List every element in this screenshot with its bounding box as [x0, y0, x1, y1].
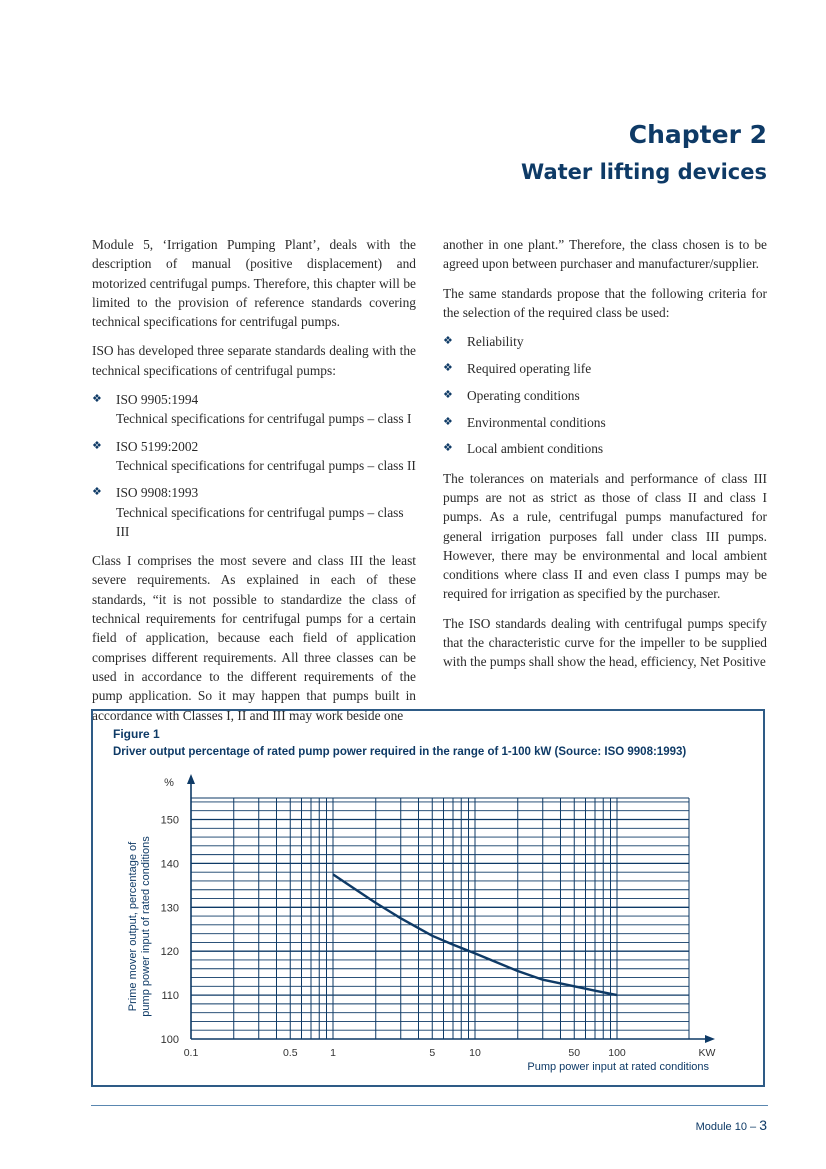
- criterion: Required operating life: [467, 360, 592, 376]
- y-tick-label: 110: [161, 990, 179, 1003]
- standard-code: ISO 5199:2002: [116, 438, 199, 454]
- list-item: [92, 437, 416, 476]
- y-tick-label: 100: [160, 1034, 179, 1046]
- diamond-bullet-icon: ❖: [443, 361, 453, 374]
- x-tick-label: 1: [330, 1047, 336, 1059]
- diamond-bullet-icon: ❖: [443, 442, 453, 455]
- standards-list: [92, 390, 416, 541]
- x-tick-label: 10: [469, 1047, 481, 1059]
- chart: [93, 711, 763, 1085]
- criteria-list: [443, 332, 767, 458]
- standard-desc: Technical specifications for centrifugal pumps – class II: [116, 457, 416, 473]
- figure-label: Figure 1: [113, 727, 160, 741]
- paragraph: ISO has developed three separate standards dealing with the technical specifications of centrifugal pumps:: [92, 343, 416, 378]
- left-column: [92, 235, 416, 735]
- criterion: Environmental conditions: [467, 414, 606, 430]
- figure-caption: Driver output percentage of rated pump power required in the range of 1-100 kW (Source: ISO 9908:1993): [113, 746, 687, 758]
- x-axis-label: Pump power input at rated conditions: [527, 1061, 709, 1073]
- diamond-bullet-icon: ❖: [443, 415, 453, 428]
- paragraph: another in one plant.” Therefore, the class chosen is to be agreed upon between purchaser and manufacturer/supplier.: [443, 237, 767, 272]
- y-tick-label: 140: [160, 858, 179, 871]
- diamond-bullet-icon: ❖: [92, 439, 102, 452]
- diamond-bullet-icon: ❖: [443, 388, 453, 401]
- list-item: [443, 386, 767, 405]
- list-item: [443, 413, 767, 432]
- diamond-bullet-icon: ❖: [443, 335, 453, 348]
- paragraph: Class I comprises the most severe and class III the least severe requirements. As explained in each of these standards, “it is not possible to standardize the class of technical requirements for centrifugal pumps for a certain field of application, because each field of application comprises different requirements. All three classes can be used in accordance to the different requirements of the pump application. So it may happen that pumps built in accordance with Classes I, II and III may work beside one: [92, 553, 416, 723]
- x-tick-label: 5: [429, 1047, 436, 1059]
- diamond-bullet-icon: ❖: [92, 393, 102, 406]
- criterion: Local ambient conditions: [467, 441, 604, 457]
- x-tick-label: 0.5: [282, 1047, 298, 1059]
- criterion: Operating conditions: [467, 387, 580, 403]
- list-item: [92, 483, 416, 541]
- standard-desc: Technical specifications for centrifugal pumps – class I: [116, 411, 412, 427]
- footer: [696, 1117, 767, 1135]
- paragraph: The same standards propose that the following criteria for the selection of the required class be used:: [443, 285, 767, 320]
- x-tick-label: 100: [608, 1047, 626, 1059]
- list-item: [443, 332, 767, 351]
- x-unit-label: KW: [698, 1047, 716, 1059]
- right-column: [443, 235, 767, 682]
- standard-code: ISO 9905:1994: [116, 392, 199, 408]
- y-tick-label: 130: [160, 902, 179, 915]
- x-tick-label: 50: [568, 1047, 581, 1059]
- paragraph: Module 5, ‘Irrigation Pumping Plant’, deals with the description of manual (positive displacement) and motorized centrifugal pumps. Therefore, this chapter will be limited to the provision of reference standards covering technical specifications for centrifugal pumps.: [92, 237, 416, 330]
- criterion: Reliability: [467, 334, 524, 350]
- x-axis-arrow-icon: [705, 1035, 715, 1043]
- list-item: [443, 439, 767, 458]
- y-axis-arrow-icon: [187, 774, 195, 784]
- list-item: [92, 390, 416, 429]
- y-unit-label: %: [164, 777, 174, 789]
- y-axis-label-line2: pump power input of rated conditions: [140, 836, 152, 1017]
- y-tick-label: 120: [160, 946, 179, 959]
- page-number: 3: [759, 1117, 767, 1133]
- standard-desc: Technical specifications for centrifugal pumps – class III: [116, 504, 404, 539]
- y-axis-label-line1: Prime mover output, percentage of: [127, 841, 139, 1012]
- paragraph: The tolerances on materials and performance of class III pumps are not as strict as those of class II and class I pumps. As a rule, centrifugal pumps manufactured for general irrigation purposes fall under class III pumps. However, there may be environmental and local ambient conditions where class II and even class I pumps may be required for irrigation as specified by the purchaser.: [443, 470, 767, 602]
- x-tick-label: 0.1: [183, 1047, 199, 1059]
- y-tick-label: 150: [160, 814, 179, 827]
- chapter-title: Water lifting devices: [521, 160, 767, 184]
- standard-code: ISO 9908:1993: [116, 485, 199, 501]
- footer-divider: [91, 1105, 768, 1106]
- footer-module: Module 10 –: [695, 1121, 760, 1133]
- figure-box: [91, 709, 765, 1087]
- list-item: [443, 359, 767, 378]
- paragraph: The ISO standards dealing with centrifugal pumps specify that the characteristic curve for the impeller to be supplied with the pumps shall show the head, efficiency, Net Positive: [443, 615, 767, 670]
- diamond-bullet-icon: ❖: [92, 486, 102, 499]
- chapter-number: Chapter 2: [628, 120, 767, 149]
